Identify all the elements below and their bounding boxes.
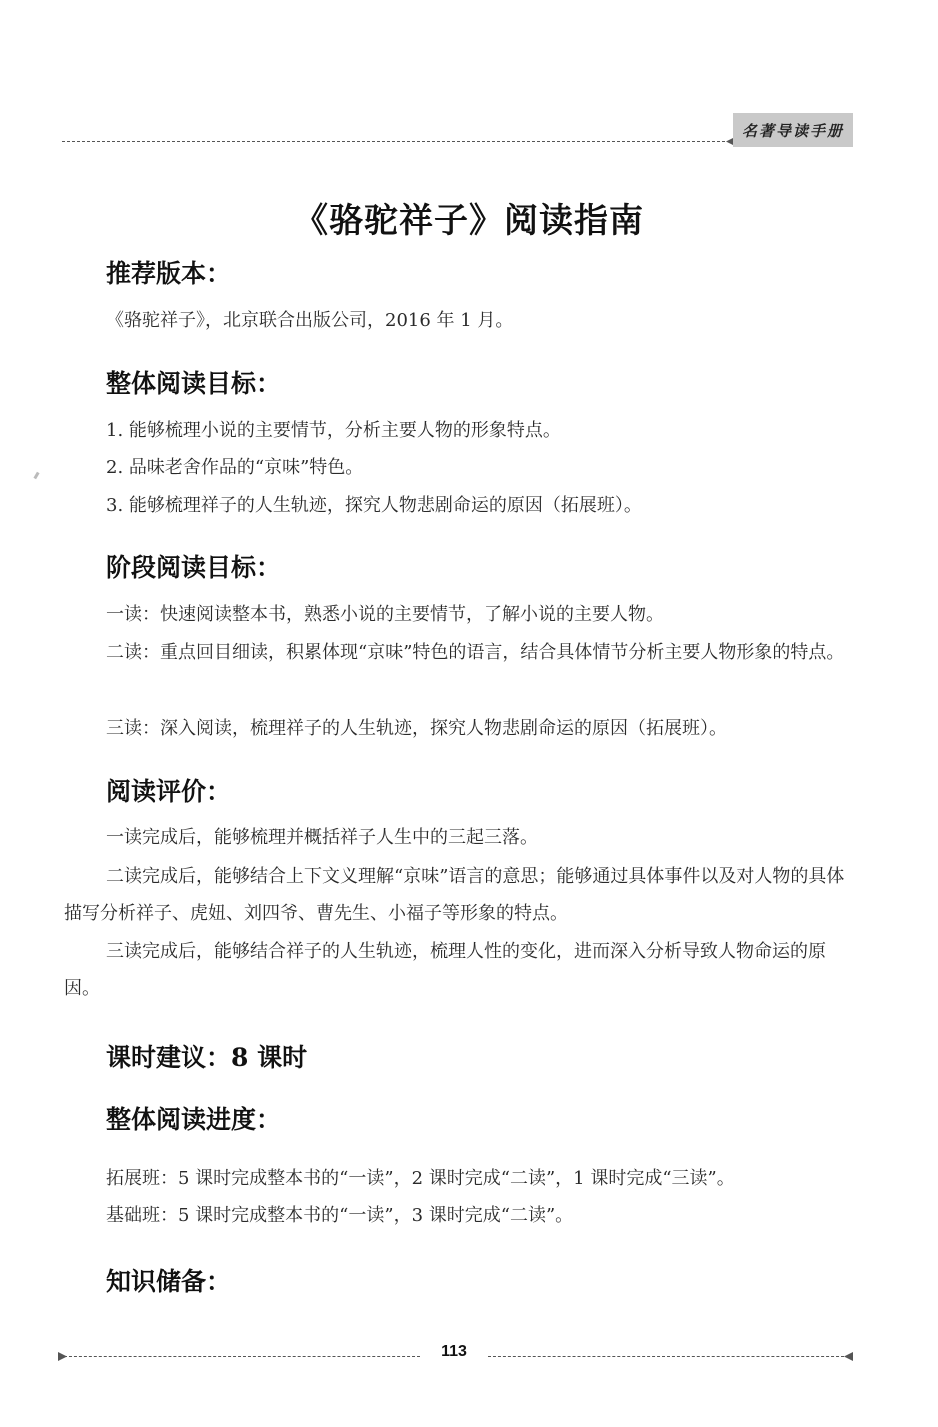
evaluation-3: 三读完成后，能够结合祥子的人生轨迹，梳理人性的变化，进而深入分析导致人物命运的原因。 <box>64 941 826 999</box>
footer-divider-left <box>64 1356 420 1357</box>
stage-goal-3: 三读：深入阅读，梳理祥子的人生轨迹，探究人物悲剧命运的原因（拓展班）。 <box>106 718 727 739</box>
heading-progress: 整体阅读进度： <box>106 1105 282 1134</box>
stage-goal-2: 二读：重点回目细读，积累体现“京味”特色的语言，结合具体情节分析主要人物形象的特点。 <box>106 642 845 663</box>
overall-goal-1: 1. 能够梳理小说的主要情节，分析主要人物的形象特点。 <box>106 420 561 441</box>
overall-goal-3: 3. 能够梳理祥子的人生轨迹，探究人物悲剧命运的原因（拓展班）。 <box>106 495 642 516</box>
page-title: 《骆驼祥子》阅读指南 <box>294 201 644 241</box>
heading-stage-goals: 阶段阅读目标： <box>106 553 282 582</box>
running-header-tab: 名著导读手册 <box>733 113 853 147</box>
stage-goal-1: 一读：快速阅读整本书，熟悉小说的主要情节，了解小说的主要人物。 <box>106 604 664 625</box>
evaluation-1: 一读完成后，能够梳理并概括祥子人生中的三起三落。 <box>106 827 538 848</box>
footer-divider-right <box>488 1356 844 1357</box>
progress-extended: 拓展班：5 课时完成整本书的“一读”，2 课时完成“二读”，1 课时完成“三读”。 <box>106 1168 735 1189</box>
overall-goal-2: 2. 品味老舍作品的“京味”特色。 <box>106 457 364 478</box>
heading-knowledge: 知识储备： <box>106 1267 232 1296</box>
heading-evaluation: 阅读评价： <box>106 777 232 806</box>
page-number: 113 <box>441 1343 467 1360</box>
footer-right-cap-icon <box>844 1352 853 1361</box>
evaluation-2: 二读完成后，能够结合上下文义理解“京味”语言的意思；能够通过具体事件以及对人物的具体描写分析祥子、虎妞、刘四爷、曹先生、小福子等形象的特点。 <box>64 866 845 924</box>
progress-basic: 基础班：5 课时完成整本书的“一读”，3 课时完成“二读”。 <box>106 1205 574 1226</box>
heading-class-hours: 课时建议：8 课时 <box>106 1043 308 1072</box>
header-divider <box>62 141 730 142</box>
scan-speck <box>33 472 39 480</box>
heading-overall-goals: 整体阅读目标： <box>106 369 282 398</box>
heading-edition: 推荐版本： <box>106 259 232 288</box>
edition-line: 《骆驼祥子》，北京联合出版公司，2016 年 1 月。 <box>106 310 514 331</box>
